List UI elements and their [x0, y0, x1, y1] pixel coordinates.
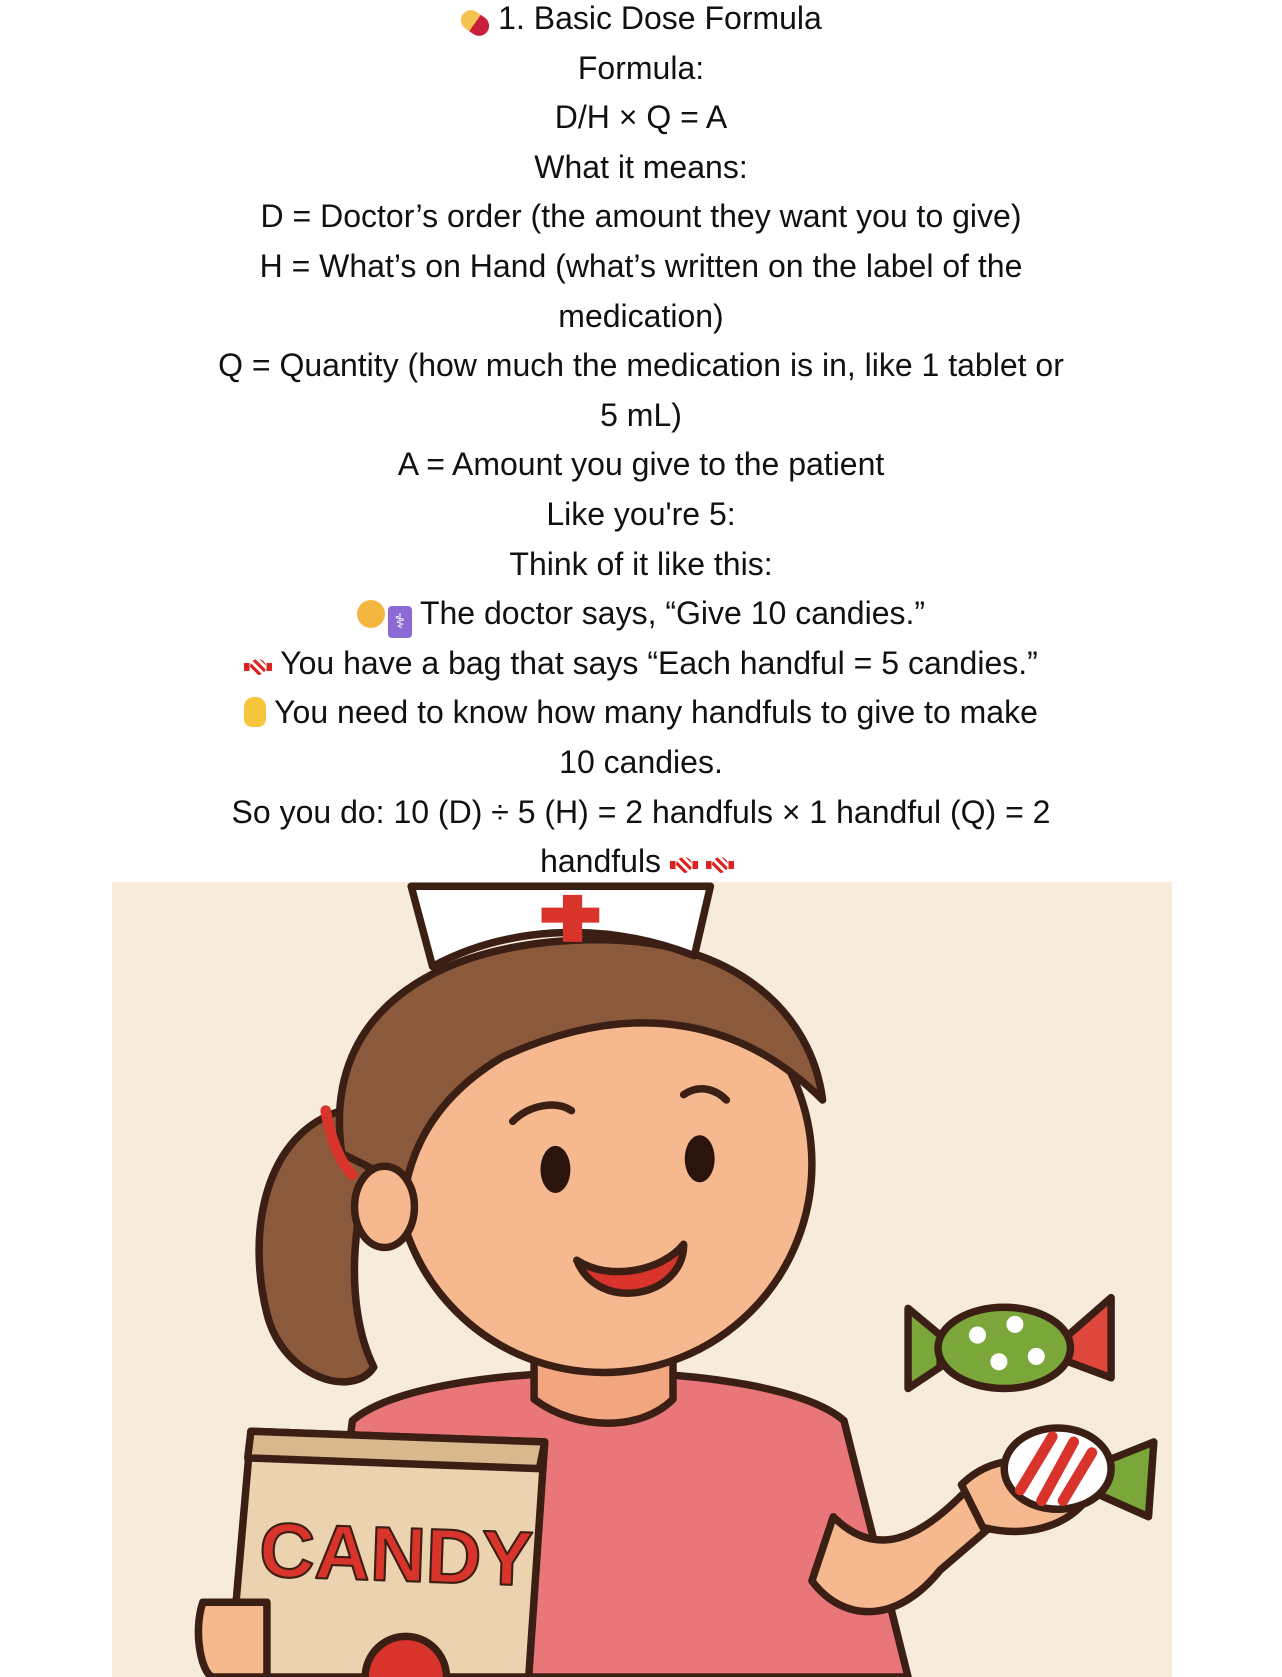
text-line: What it means: — [534, 148, 748, 185]
right-eye — [685, 1135, 715, 1182]
doctor-line — [0, 589, 1282, 639]
text-line: The doctor says, “Give 10 candies.” — [419, 595, 926, 632]
text-line: Think of it like this: — [509, 545, 773, 582]
candy-icon — [670, 854, 698, 876]
result-line — [0, 837, 1282, 887]
bag-line — [0, 639, 1282, 689]
handful-line — [0, 688, 1282, 738]
left-hand — [198, 1602, 267, 1677]
text-line: handfuls — [540, 843, 662, 880]
heading-line — [0, 0, 1282, 44]
candy-icon — [244, 656, 272, 678]
pill-icon — [457, 6, 493, 40]
text-line: H = What’s on Hand (what’s written on the label of the — [259, 247, 1023, 284]
candy-bag-fold — [248, 1431, 545, 1468]
text-line: A = Amount you give to the patient — [397, 446, 885, 483]
text-line: 5 mL) — [600, 396, 682, 433]
raised-hand-icon — [244, 697, 266, 727]
text-line: Like you're 5: — [546, 495, 736, 532]
text-line: medication) — [558, 297, 724, 334]
text-line: So you do: 10 (D) ÷ 5 (H) = 2 handfuls × 1 handful (Q) = 2 — [231, 793, 1051, 830]
candy-bag-label: CANDY — [257, 1507, 535, 1603]
left-eye — [540, 1146, 570, 1193]
candy-icon — [706, 854, 734, 876]
text-line: 10 candies. — [559, 743, 723, 780]
section-title: 1. Basic Dose Formula — [498, 0, 822, 36]
ear — [355, 1166, 415, 1247]
medical-symbol-icon: ⚕ — [388, 606, 412, 638]
health-worker-icon — [357, 600, 385, 628]
text-line: Formula: — [577, 49, 705, 86]
text-line: Q = Quantity (how much the medication is in, like 1 tablet or — [218, 347, 1064, 384]
text-line: You have a bag that says “Each handful = 5 candies.” — [280, 644, 1038, 681]
nurse-candy-illustration — [112, 882, 1172, 1677]
text-line: D = Doctor’s order (the amount they want you to give) — [260, 198, 1022, 235]
text-line: You need to know how many handfuls to give to make — [274, 694, 1038, 731]
formula-line: D/H × Q = A — [554, 99, 728, 136]
